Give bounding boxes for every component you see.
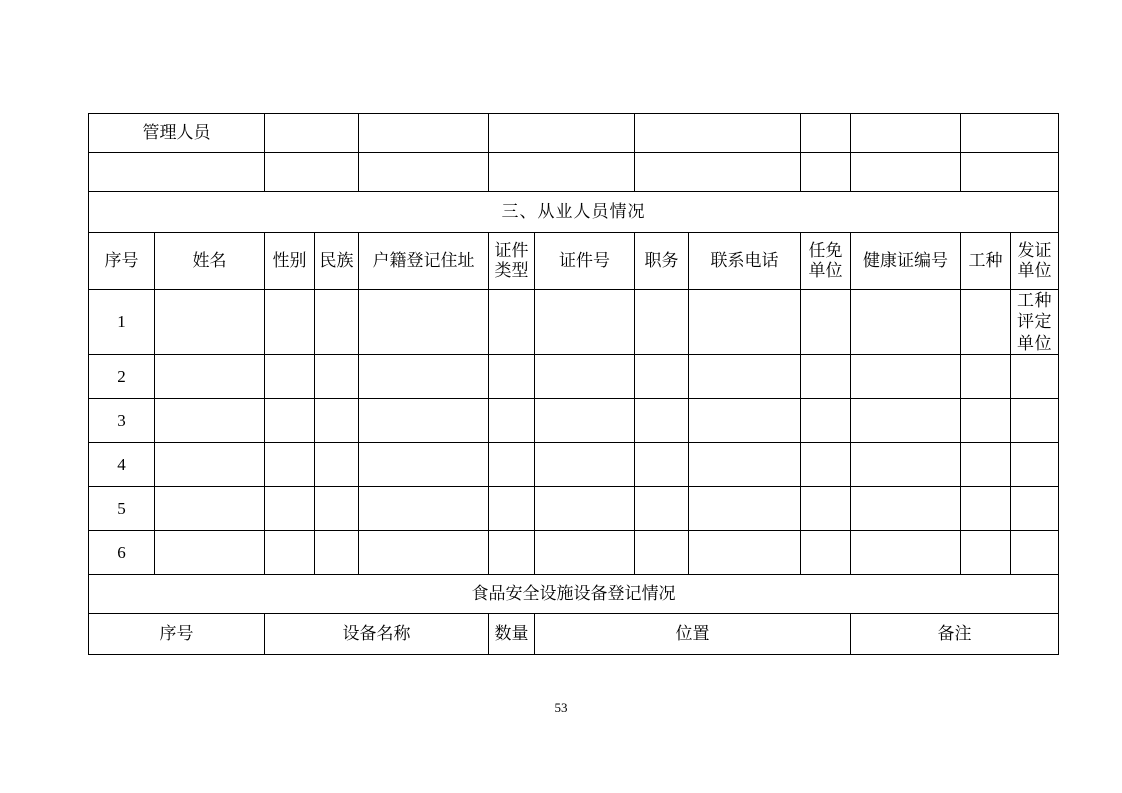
management-blank-cell-7[interactable] [961, 153, 1059, 192]
cell-id-type[interactable] [489, 530, 535, 574]
cell-phone[interactable] [689, 354, 801, 398]
page-number: 53 [554, 700, 568, 715]
cell-phone[interactable] [689, 442, 801, 486]
cell-appoint-unit[interactable] [801, 442, 851, 486]
column-header-phone: 联系电话 [689, 233, 801, 290]
table-row-equipment-header [89, 613, 1059, 654]
column-header-position: 职务 [635, 233, 689, 290]
cell-phone[interactable] [689, 486, 801, 530]
cell-position[interactable] [635, 530, 689, 574]
column-header-id-type-line2: 类型 [494, 261, 529, 280]
management-blank-cell-3[interactable] [489, 153, 635, 192]
column-header-job-type: 工种 [961, 233, 1011, 290]
column-header-gender: 性别 [265, 233, 315, 290]
cell-phone[interactable] [689, 290, 801, 355]
column-header-issuing-unit-line1: 发证 [1017, 241, 1052, 261]
cell-address[interactable] [359, 354, 489, 398]
management-blank-cell-2[interactable] [359, 153, 489, 192]
column-header-appoint-unit [801, 233, 851, 290]
management-label: 管理人员 [89, 114, 265, 153]
management-blank-cell-0[interactable] [89, 153, 265, 192]
form-sheet [88, 113, 1058, 655]
cell-ethnicity[interactable] [315, 486, 359, 530]
cell-ethnicity[interactable] [315, 290, 359, 355]
table-row-section-title [89, 192, 1059, 233]
equipment-column-header-name: 设备名称 [265, 613, 489, 654]
cell-gender[interactable] [265, 398, 315, 442]
cell-gender[interactable] [265, 290, 315, 355]
cell-ethnicity[interactable] [315, 398, 359, 442]
management-cell-4[interactable] [635, 114, 801, 153]
cell-issuing-unit[interactable] [1011, 354, 1059, 398]
cell-health-cert[interactable] [851, 290, 961, 355]
management-cell-2[interactable] [359, 114, 489, 153]
column-header-id-type [489, 233, 535, 290]
cell-phone[interactable] [689, 398, 801, 442]
cell-id-type[interactable] [489, 290, 535, 355]
column-header-id-type-line1: 证件 [494, 241, 529, 261]
table-row-management [89, 114, 1059, 153]
cell-address[interactable] [359, 486, 489, 530]
cell-job-type[interactable] [961, 354, 1011, 398]
column-header-appoint-unit-line1: 任免 [808, 241, 843, 261]
cell-job-type[interactable] [961, 486, 1011, 530]
cell-name[interactable] [155, 530, 265, 574]
management-blank-cell-1[interactable] [265, 153, 359, 192]
cell-job-type[interactable] [961, 442, 1011, 486]
cell-ethnicity[interactable] [315, 354, 359, 398]
cell-issuing-unit[interactable] [1011, 530, 1059, 574]
cell-no: 6 [89, 530, 155, 574]
column-header-address: 户籍登记住址 [359, 233, 489, 290]
equipment-section-title: 食品安全设施设备登记情况 [89, 574, 1059, 613]
management-cell-6[interactable] [851, 114, 961, 153]
cell-ethnicity[interactable] [315, 530, 359, 574]
cell-health-cert[interactable] [851, 442, 961, 486]
column-header-name: 姓名 [155, 233, 265, 290]
management-cell-7[interactable] [961, 114, 1059, 153]
cell-job-type[interactable] [961, 398, 1011, 442]
management-blank-cell-5[interactable] [801, 153, 851, 192]
table-row [89, 354, 1059, 398]
cell-no: 2 [89, 354, 155, 398]
management-cell-3[interactable] [489, 114, 635, 153]
table-row-equipment-title [89, 574, 1059, 613]
cell-issuing-unit[interactable] [1011, 486, 1059, 530]
cell-health-cert[interactable] [851, 398, 961, 442]
cell-id-type[interactable] [489, 442, 535, 486]
table-row [89, 290, 1059, 355]
cell-no: 3 [89, 398, 155, 442]
cell-job-type[interactable] [961, 530, 1011, 574]
cell-id-no[interactable] [535, 398, 635, 442]
column-header-issuing-unit [1011, 233, 1059, 290]
cell-ethnicity[interactable] [315, 442, 359, 486]
cell-address[interactable] [359, 530, 489, 574]
cell-appoint-unit[interactable] [801, 486, 851, 530]
cell-id-no[interactable] [535, 442, 635, 486]
equipment-column-header-remark: 备注 [851, 613, 1059, 654]
cell-address[interactable] [359, 442, 489, 486]
cell-address[interactable] [359, 290, 489, 355]
column-header-id-no: 证件号 [535, 233, 635, 290]
table-row-management-blank [89, 153, 1059, 192]
management-blank-cell-4[interactable] [635, 153, 801, 192]
column-header-no: 序号 [89, 233, 155, 290]
section-title: 三、从业人员情况 [89, 192, 1059, 233]
cell-issuing-unit[interactable] [1011, 398, 1059, 442]
cell-id-type[interactable] [489, 398, 535, 442]
column-header-appoint-unit-line2: 单位 [808, 261, 843, 280]
cell-position[interactable] [635, 486, 689, 530]
cell-position[interactable] [635, 290, 689, 355]
cell-issuing-unit[interactable]: 工种评定单位 [1011, 290, 1059, 355]
cell-name[interactable] [155, 354, 265, 398]
cell-position[interactable] [635, 442, 689, 486]
cell-gender[interactable] [265, 530, 315, 574]
personnel-form-table [88, 113, 1059, 655]
cell-id-type[interactable] [489, 354, 535, 398]
equipment-column-header-no: 序号 [89, 613, 265, 654]
cell-phone[interactable] [689, 530, 801, 574]
equipment-column-header-quantity: 数量 [489, 613, 535, 654]
cell-gender[interactable] [265, 354, 315, 398]
table-row [89, 486, 1059, 530]
cell-position[interactable] [635, 354, 689, 398]
table-row [89, 398, 1059, 442]
cell-no: 4 [89, 442, 155, 486]
column-header-ethnicity: 民族 [315, 233, 359, 290]
cell-name[interactable] [155, 486, 265, 530]
table-row [89, 442, 1059, 486]
cell-health-cert[interactable] [851, 530, 961, 574]
cell-id-no[interactable] [535, 290, 635, 355]
management-cell-1[interactable] [265, 114, 359, 153]
equipment-column-header-location: 位置 [535, 613, 851, 654]
management-blank-cell-6[interactable] [851, 153, 961, 192]
cell-id-no[interactable] [535, 486, 635, 530]
cell-id-no[interactable] [535, 354, 635, 398]
cell-appoint-unit[interactable] [801, 530, 851, 574]
cell-name[interactable] [155, 442, 265, 486]
cell-id-no[interactable] [535, 530, 635, 574]
management-cell-5[interactable] [801, 114, 851, 153]
cell-appoint-unit[interactable] [801, 290, 851, 355]
cell-id-type[interactable] [489, 486, 535, 530]
cell-address[interactable] [359, 398, 489, 442]
table-row-staff-header [89, 233, 1059, 290]
column-header-issuing-unit-line2: 单位 [1017, 261, 1052, 280]
cell-health-cert[interactable] [851, 486, 961, 530]
cell-appoint-unit[interactable] [801, 398, 851, 442]
cell-no: 5 [89, 486, 155, 530]
cell-no: 1 [89, 290, 155, 355]
table-row [89, 530, 1059, 574]
cell-name[interactable] [155, 290, 265, 355]
cell-gender[interactable] [265, 486, 315, 530]
cell-name[interactable] [155, 398, 265, 442]
cell-position[interactable] [635, 398, 689, 442]
cell-gender[interactable] [265, 442, 315, 486]
cell-health-cert[interactable] [851, 354, 961, 398]
column-header-health-cert: 健康证编号 [851, 233, 961, 290]
cell-appoint-unit[interactable] [801, 354, 851, 398]
cell-job-type[interactable] [961, 290, 1011, 355]
cell-issuing-unit[interactable] [1011, 442, 1059, 486]
